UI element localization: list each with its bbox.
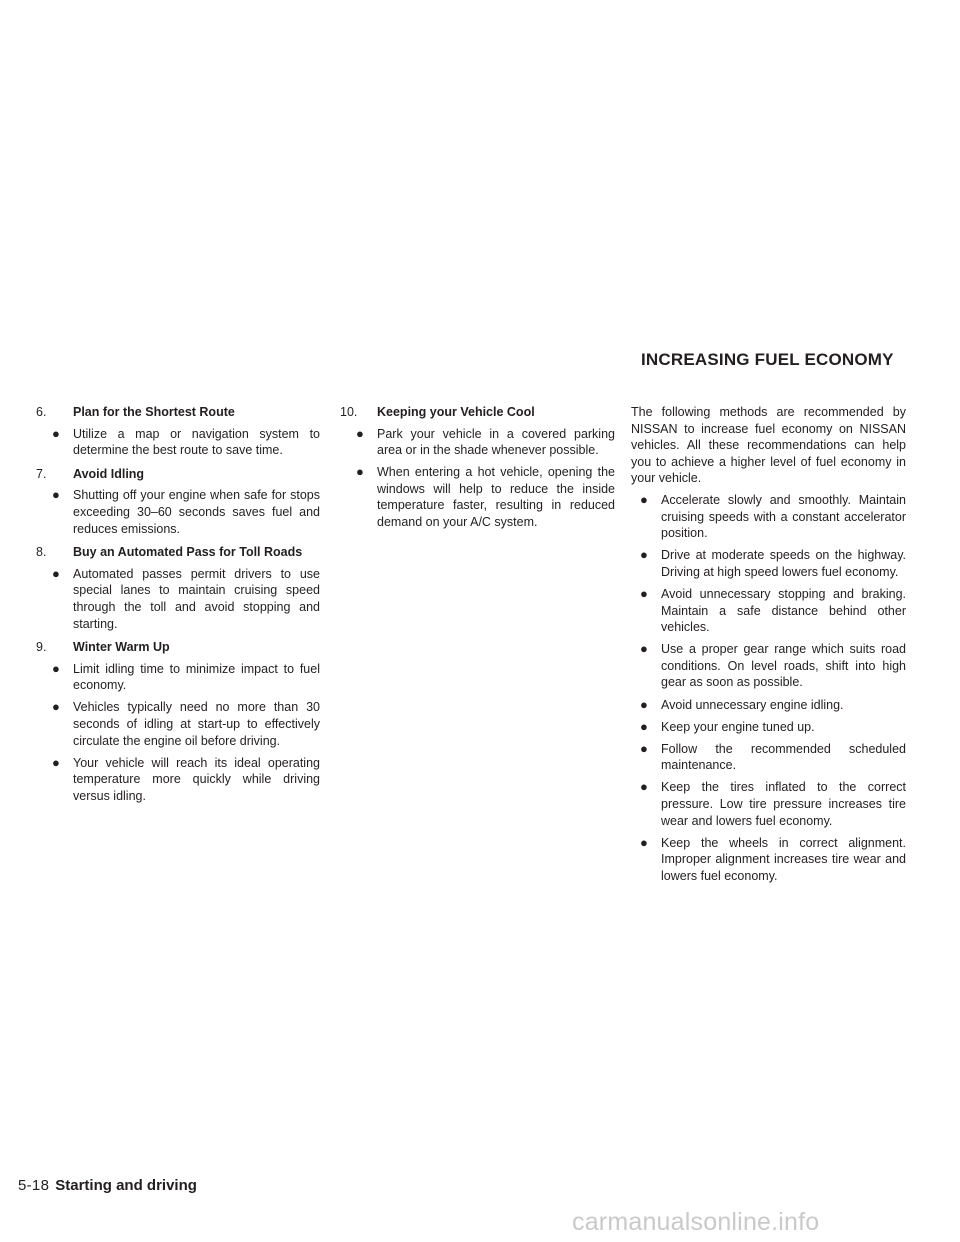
tip-title: Avoid Idling xyxy=(73,466,145,481)
bullet-item: ● Accelerate slowly and smoothly. Maintain cruising speeds with a constant accelerator position. xyxy=(640,491,906,541)
bullet-item: ● Follow the recommended scheduled maintenance. xyxy=(640,740,906,773)
tip-title: Buy an Automated Pass for Toll Roads xyxy=(73,545,303,560)
bullet-icon: ● xyxy=(52,565,60,581)
bullet-item: ● Your vehicle will reach its ideal operating temperature more quickly while driving versus idling. xyxy=(52,754,320,803)
bullet-icon: ● xyxy=(640,491,648,507)
tip-number: 7. xyxy=(36,466,47,481)
bullet-icon: ● xyxy=(640,718,648,734)
bullet-item: ● Avoid unnecessary engine idling. xyxy=(640,696,844,712)
bullet-icon: ● xyxy=(52,754,60,770)
bullet-icon: ● xyxy=(640,547,648,563)
bullet-item: ● Park your vehicle in a covered parking area or in the shade whenever possible. xyxy=(356,425,615,458)
bullet-icon: ● xyxy=(52,425,60,441)
bullet-item: ● Keep the wheels in correct alignment. Improper alignment increases tire wear and lowers fuel economy. xyxy=(640,834,906,883)
page-footer xyxy=(18,1177,197,1194)
tip-item-8 xyxy=(36,544,320,632)
bullet-item: ● Limit idling time to minimize impact to fuel economy. xyxy=(52,660,320,693)
section-title: INCREASING FUEL ECONOMY xyxy=(641,350,894,369)
bullet-item: ● Utilize a map or navigation system to determine the best route to save time. xyxy=(52,425,320,458)
bullet-icon: ● xyxy=(640,779,648,795)
tip-item-6 xyxy=(36,404,320,459)
bullet-item: ● Shutting off your engine when safe for stops exceeding 30–60 seconds saves fuel and reduces emissions. xyxy=(52,487,320,536)
bullet-item: ● Keep your engine tuned up. xyxy=(640,718,815,734)
page-number: 5-18 xyxy=(18,1177,50,1194)
bullet-item: ● Vehicles typically need no more than 30 seconds of idling at start-up to effectively circulate the engine oil before driving. xyxy=(52,699,320,748)
chapter-title: Starting and driving xyxy=(55,1177,197,1194)
intro-paragraph: The following methods are recommended by NISSAN to increase fuel economy on NISSAN vehicles. All these recommendations can help you to achieve a higher level of fuel economy in your vehicle. xyxy=(631,405,906,486)
column-right xyxy=(631,404,906,890)
bullet-item: ● Keep the tires inflated to the correct pressure. Low tire pressure increases tire wear and lowers fuel economy. xyxy=(640,779,906,828)
column-left xyxy=(36,404,320,811)
bullet-item: ● When entering a hot vehicle, opening the windows will help to reduce the inside temperature faster, resulting in reduced demand on your A/C system. xyxy=(356,464,615,530)
bullet-icon: ● xyxy=(356,464,364,480)
bullet-item: ● Avoid unnecessary stopping and braking. Maintain a safe distance behind other vehicles. xyxy=(640,585,906,635)
bullet-icon: ● xyxy=(52,660,60,676)
tip-number: 10. xyxy=(340,405,358,419)
bullet-icon: ● xyxy=(356,425,364,441)
tip-number: 9. xyxy=(36,640,47,655)
bullet-icon: ● xyxy=(52,487,60,503)
bullet-item: ● Automated passes permit drivers to use special lanes to maintain cruising speed through the toll and avoid stopping and starting. xyxy=(52,565,320,631)
bullet-item: ● Use a proper gear range which suits road conditions. On level roads, shift into high gear as soon as possible. xyxy=(640,641,906,690)
bullet-item: ● Drive at moderate speeds on the highway. Driving at high speed lowers fuel economy. xyxy=(640,547,906,579)
tip-item-10 xyxy=(340,404,615,531)
tip-title: Winter Warm Up xyxy=(73,640,170,655)
bullet-icon: ● xyxy=(52,699,60,715)
tip-number: 8. xyxy=(36,545,47,560)
tip-item-7 xyxy=(36,466,320,537)
watermark: carmanualsonline.info xyxy=(572,1208,820,1236)
bullet-icon: ● xyxy=(640,696,648,712)
bullet-icon: ● xyxy=(640,585,648,601)
column-middle xyxy=(340,404,615,538)
bullet-icon: ● xyxy=(640,641,648,657)
bullet-icon: ● xyxy=(640,834,648,850)
bullet-icon: ● xyxy=(640,740,648,756)
tip-title: Keeping your Vehicle Cool xyxy=(377,405,535,419)
tip-title: Plan for the Shortest Route xyxy=(73,405,235,419)
tip-item-9 xyxy=(36,639,320,804)
tip-number: 6. xyxy=(36,405,47,419)
